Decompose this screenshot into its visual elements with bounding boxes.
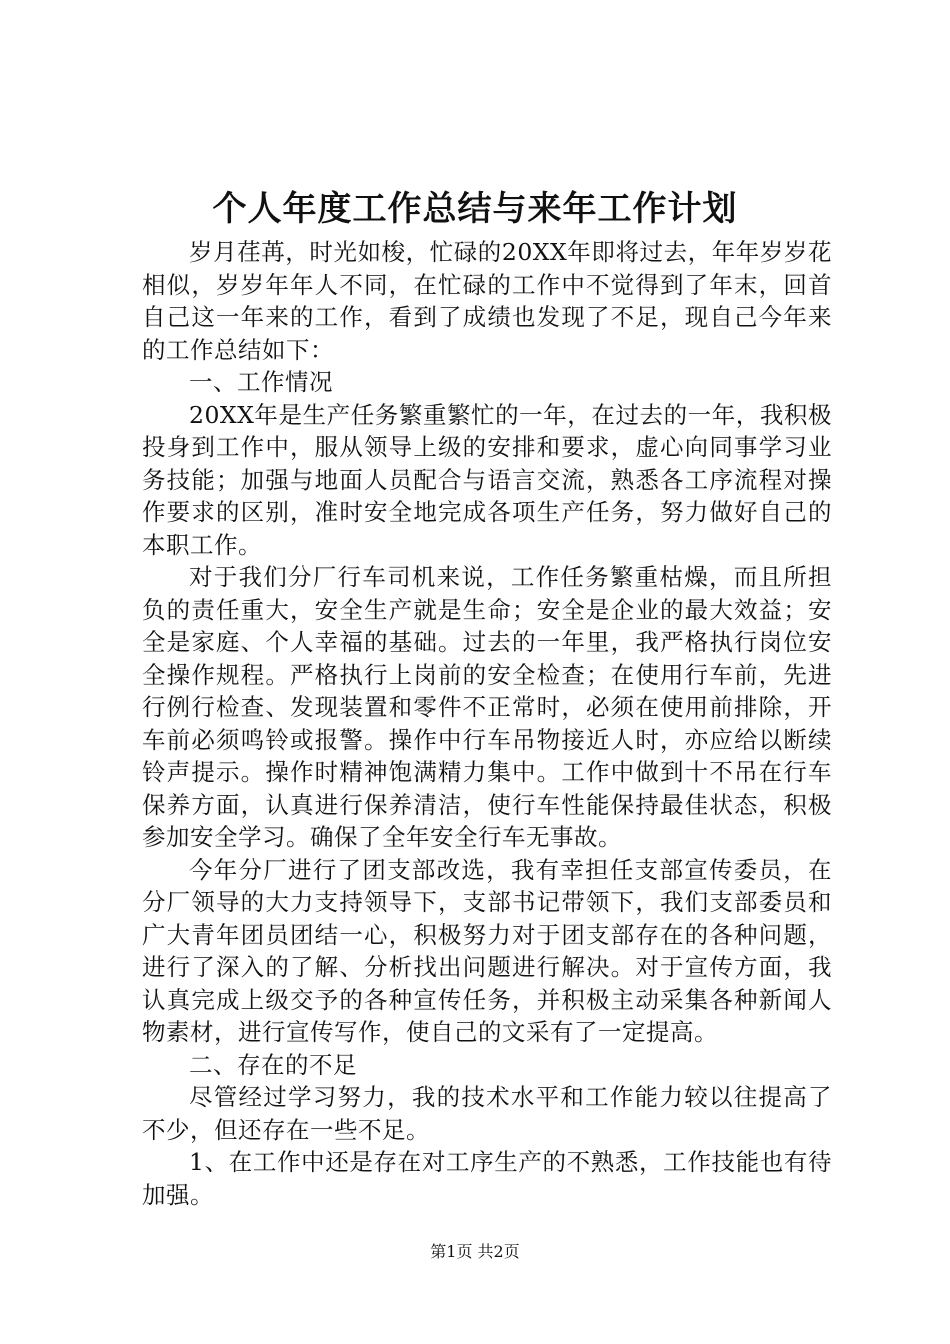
document-title: 个人年度工作总结与来年工作计划	[212, 189, 738, 229]
page-footer: 第1页 共2页	[430, 1242, 520, 1261]
paragraph-shortcoming-1: 1、在工作中还是存在对工序生产的不熟悉，工作技能也有待加强。	[142, 1148, 832, 1209]
paragraph-youth-league: 今年分厂进行了团支部改选，我有幸担任支部宣传委员，在分厂领导的大力支持领导下，支部书记带领下，我们支部委员和广大青年团员团结一心，积极努力对于团支部存在的各种问题，进行了深入的了解、分析找出问题进行解决。对于宣传方面，我认真完成上级交予的各种宣传任务，并积极主动采集各种新闻人物素材，进行宣传写作，使自己的文采有了一定提高。	[142, 855, 832, 1046]
paragraph-work-summary: 20XX年是生产任务繁重繁忙的一年，在过去的一年，我积极投身到工作中，服从领导上级的安排和要求，虚心向同事学习业务技能；加强与地面人员配合与语言交流，熟悉各工序流程对操作要求的区别，准时安全地完成各项生产任务，努力做好自己的本职工作。	[142, 400, 832, 559]
paragraph-intro: 岁月荏苒，时光如梭，忙碌的20XX年即将过去，年年岁岁花相似，岁岁年年人不同，在忙碌的工作中不觉得到了年末，回首自己这一年来的工作，看到了成绩也发现了不足，现自己今年来的工作总结如下：	[142, 238, 832, 364]
section-heading-shortcomings: 二、存在的不足	[189, 1050, 357, 1079]
paragraph-safety: 对于我们分厂行车司机来说，工作任务繁重枯燥，而且所担负的责任重大，安全生产就是生命；安全是企业的最大效益；安全是家庭、个人幸福的基础。过去的一年里，我严格执行岗位安全操作规程。严格执行上岗前的安全检查；在使用行车前，先进行例行检查、发现装置和零件不正常时，必须在使用前排除，开车前必须鸣铃或报警。操作中行车吊物接近人时，亦应给以断续铃声提示。操作时精神饱满精力集中。工作中做到十不吊在行车保养方面，认真进行保养清洁，使行车性能保持最佳状态，积极参加安全学习。确保了全年安全行车无事故。	[142, 563, 832, 851]
section-heading-work-status: 一、工作情况	[189, 368, 333, 396]
paragraph-shortcomings-intro: 尽管经过学习努力，我的技术水平和工作能力较以往提高了不少，但还存在一些不足。	[142, 1083, 832, 1144]
document-body	[142, 236, 832, 1211]
